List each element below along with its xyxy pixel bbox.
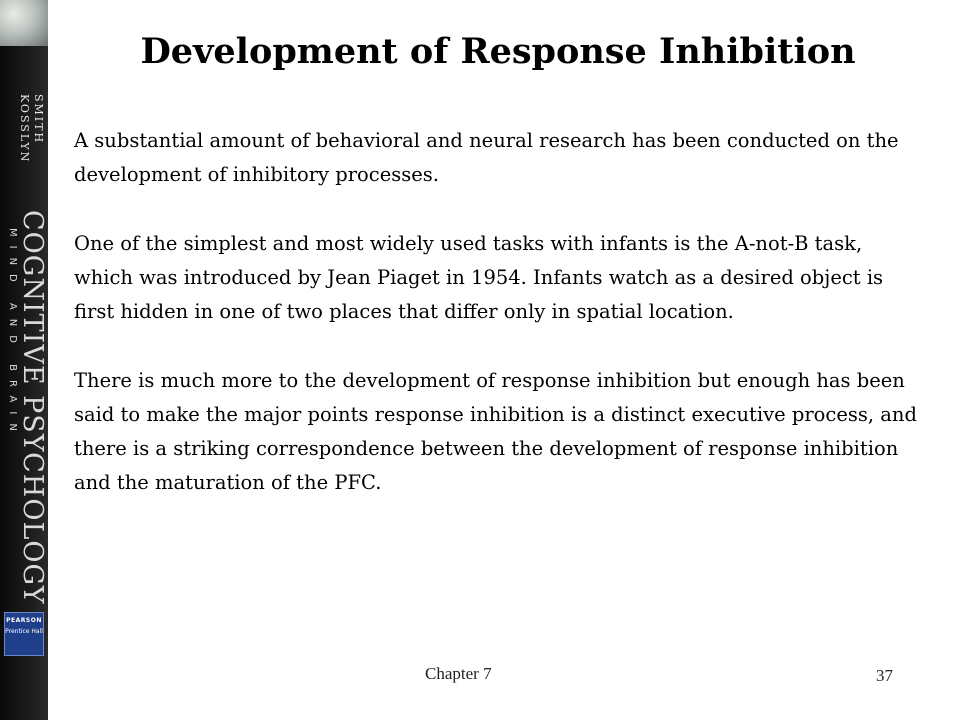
publisher-logo [4,612,44,656]
spine-title [0,210,48,605]
cover-image [0,0,48,46]
publisher-name: PEARSON [6,617,42,624]
spine-book-title: COGNITIVE PSYCHOLOGY [17,210,48,605]
spine-authors [3,94,45,194]
author-smith: SMITH [32,94,45,145]
slide-title: Development of Response Inhibition [140,31,856,72]
footer-chapter: Chapter 7 [425,664,492,683]
spine-book-subtitle: MIND AND BRAIN [7,228,18,440]
paragraph-2: One of the simplest and most widely used tasks with infants is the A-not-B task, which was introduced by Jean Piaget in 1954. Infants watch as a desired object is first hidden in one of two places that differ only in spatial location. [74,232,884,323]
publisher-imprint: Prentice Hall [5,628,43,635]
paragraph-1: A substantial amount of behavioral and neural research has been conducted on the development of inhibitory processes. [74,129,899,186]
page-number: 37 [876,666,893,685]
book-spine [0,0,48,720]
paragraph-3: There is much more to the development of response inhibition but enough has been said to make the major points response inhibition is a distinct executive process, and there is a striking correspondence between the development of response inhibition and the maturation of the PFC. [74,369,917,494]
author-kosslyn: KOSSLYN [18,94,31,164]
slide-body [74,124,924,535]
